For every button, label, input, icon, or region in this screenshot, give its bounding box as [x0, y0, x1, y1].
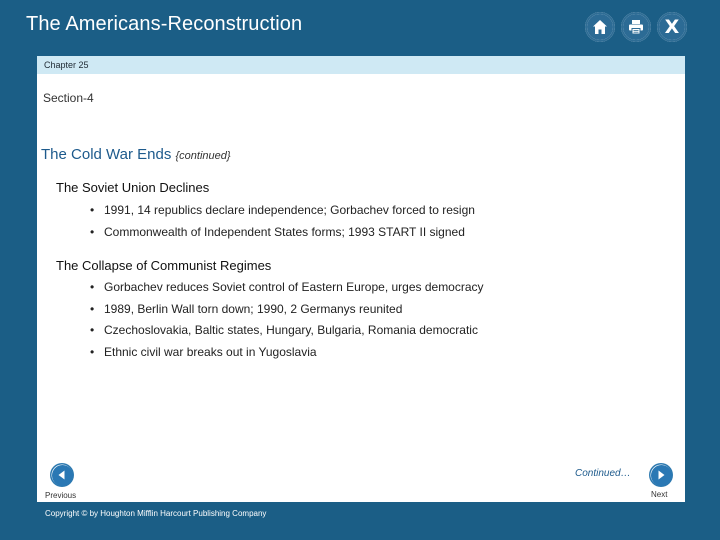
- slide-panel: [37, 74, 685, 502]
- bullet-item: • Gorbachev reduces Soviet control of Eastern Europe, urges democracy: [90, 277, 484, 299]
- footer: [37, 502, 685, 524]
- copyright-text: Copyright © by Houghton Mifflin Harcourt Publishing Company: [45, 509, 267, 518]
- bullet-list: [90, 200, 475, 243]
- group-title: The Soviet Union Declines: [56, 180, 210, 195]
- previous-button[interactable]: [50, 463, 74, 487]
- print-button[interactable]: [621, 12, 651, 42]
- app-title: The Americans-Reconstruction: [26, 13, 303, 35]
- next-button[interactable]: [649, 463, 673, 487]
- group-title: The Collapse of Communist Regimes: [56, 258, 272, 273]
- bullet-item: • 1991, 14 republics declare independence; Gorbachev forced to resign: [90, 200, 475, 222]
- bullet-list: [90, 277, 484, 363]
- printer-icon: [628, 19, 644, 35]
- arrow-left-icon: [56, 469, 68, 481]
- bullet-item: • Czechoslovakia, Baltic states, Hungary, Bulgaria, Romania democratic: [90, 320, 484, 342]
- previous-label[interactable]: Previous: [45, 491, 77, 500]
- bullet-item: • 1989, Berlin Wall torn down; 1990, 2 Germanys reunited: [90, 299, 484, 321]
- next-label[interactable]: Next: [651, 490, 668, 499]
- bullet-item: • Ethnic civil war breaks out in Yugoslavia: [90, 342, 484, 364]
- bullet-item: • Commonwealth of Independent States forms; 1993 START II signed: [90, 222, 475, 244]
- slide-heading-text: The Cold War Ends: [41, 146, 172, 163]
- chapter-label: Chapter 25: [44, 60, 89, 70]
- close-button[interactable]: [657, 12, 687, 42]
- section-label: Section-4: [43, 91, 94, 105]
- chapter-bar: [37, 56, 685, 74]
- home-icon: [592, 19, 608, 35]
- close-icon: X: [664, 15, 680, 38]
- arrow-right-icon: [655, 469, 667, 481]
- home-button[interactable]: [585, 12, 615, 42]
- continued-label: Continued…: [575, 468, 631, 479]
- slide-heading: [41, 146, 231, 163]
- slide-heading-note: {continued}: [175, 150, 231, 162]
